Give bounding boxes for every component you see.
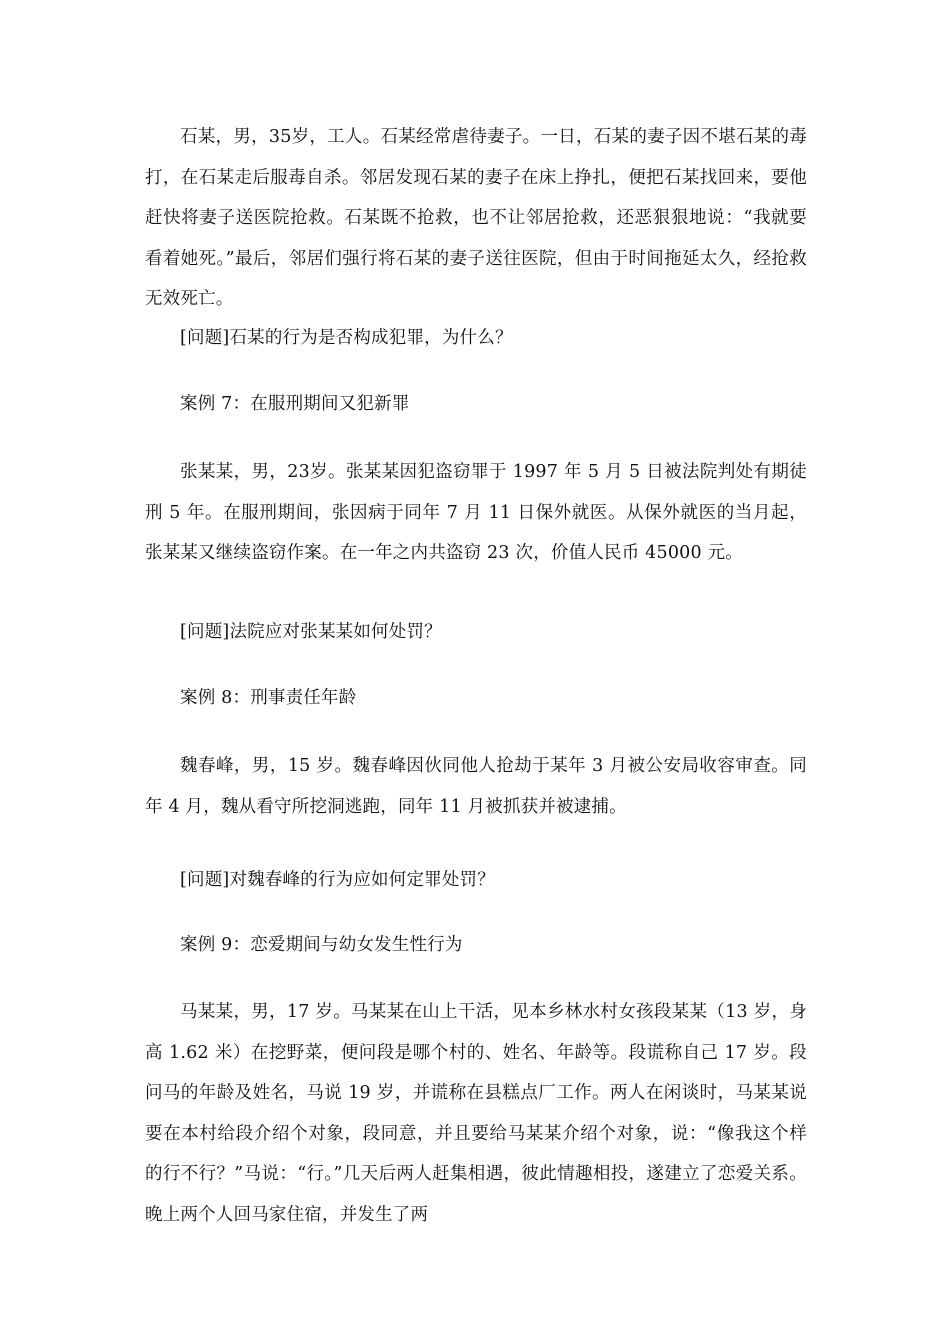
case-7-question: [问题]法院应对张某某如何处罚？ bbox=[180, 622, 442, 642]
case-8-body-paragraph: 魏春峰，男，15 岁。魏春峰因伙同他人抢劫于某年 3 月被公安局收容审查。同年 4 月，魏从看守所挖洞逃跑，同年 11 月被抓获并被逮捕。 bbox=[145, 756, 807, 817]
case-6-body-paragraph: 石某，男，35岁，工人。石某经常虐待妻子。一日，石某的妻子因不堪石某的毒打，在石某走后服毒自杀。邻居发现石某的妻子在床上挣扎，便把石某找回来，要他赶快将妻子送医院抢救。石某既不抢救，也不让邻居抢救，还恶狠狠地说：“我就要看着她死。”最后，邻居们强行将石某的妻子送往医院，但由于时间拖延太久，经抢救无效死亡。 bbox=[145, 127, 807, 310]
case-8-question: [问题]对魏春峰的行为应如何定罪处罚？ bbox=[180, 870, 495, 890]
case-7-heading: 案例 7：在服刑期间又犯新罪 bbox=[180, 394, 410, 414]
case-6-question: [问题]石某的行为是否构成犯罪，为什么？ bbox=[180, 328, 513, 348]
case-9-body-paragraph: 马某某，男，17 岁。马某某在山上干活，见本乡林水村女孩段某某（13 岁，身高 1.62 米）在挖野菜，便问段是哪个村的、姓名、年龄等。段谎称自己 17 岁。段问马的年龄及姓名，马说 19 岁，并谎称在县糕点厂工作。两人在闲谈时，马某某说要在本村给段介绍个对象，段同意，并且要给马某某介绍个对象，说：“像我这个样的行不行？”马说：“行。”几天后两人赶集相遇，彼此情趣相投，遂建立了恋爱关系。晚上两个人回马家住宿，并发生了两 bbox=[145, 1002, 807, 1225]
case-7-body-paragraph: 张某某，男，23岁。张某某因犯盗窃罪于 1997 年 5 月 5 日被法院判处有期徒刑 5 年。在服刑期间，张因病于同年 7 月 11 日保外就医。从保外就医的当月起，张某某又继续盗窃作案。在一年之内共盗窃 23 次，价值人民币 45000 元。 bbox=[145, 462, 807, 564]
case-9-heading: 案例 9：恋爱期间与幼女发生性行为 bbox=[180, 935, 463, 955]
case-8-heading: 案例 8：刑事责任年龄 bbox=[180, 688, 357, 708]
